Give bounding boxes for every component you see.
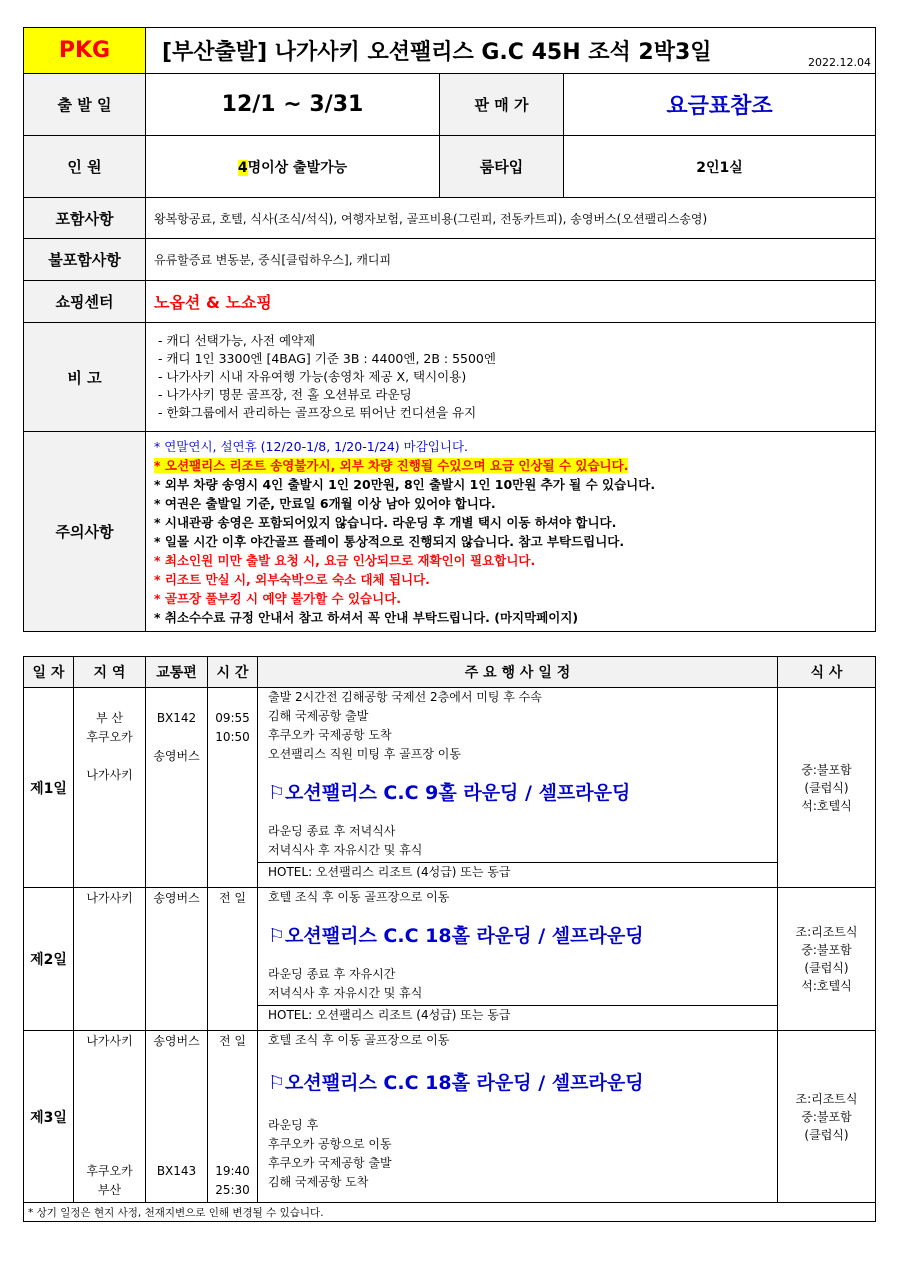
schedule-line: 후쿠오카 국제공항 출발 (268, 1156, 392, 1170)
meal-line: (클럽식) (804, 780, 849, 795)
itinerary-header-row (24, 657, 876, 688)
day2-schedule (258, 888, 778, 1031)
day1-row (24, 688, 876, 888)
flag-icon: ⚐ (268, 782, 286, 804)
day1-region (74, 688, 146, 888)
meal-line: (클럽식) (804, 961, 849, 975)
meal-line: 중:불포함 (801, 762, 852, 777)
caution-item: * 외부 차량 송영시 4인 출발시 1인 20만원, 8인 출발시 1인 10만원 추가 될 수 있습니다. (154, 476, 656, 492)
caution-list (146, 432, 876, 632)
document-date: 2022.12.04 (808, 56, 872, 69)
time-line: 10:50 (215, 730, 250, 744)
caution-item: * 연말연시, 설연휴 (12/20-1/8, 1/20-1/24) 마감입니다. (154, 438, 468, 454)
caution-label: 주의사항 (24, 432, 146, 632)
meal-line: 조:리조트식 (795, 925, 858, 939)
region-line: 후쿠오카 (86, 1164, 133, 1178)
region-line: 후쿠오카 (86, 730, 133, 744)
itinerary-footnote-row (24, 1203, 876, 1222)
caution-item: * 취소수수료 규정 안내서 참고 하셔서 꼭 안내 부탁드립니다. (마지막페이지) (154, 609, 579, 625)
day3-label: 제3일 (24, 1031, 74, 1203)
people-value (146, 136, 440, 198)
included-label: 포함사항 (24, 198, 146, 239)
day2-meals (778, 888, 876, 1031)
day1-meals (778, 688, 876, 888)
price-label: 판 매 가 (440, 74, 564, 136)
departure-label: 출 발 일 (24, 74, 146, 136)
meal-line: 석:호텔식 (801, 798, 852, 813)
excluded-label: 불포함사항 (24, 239, 146, 281)
header-time: 시 간 (208, 657, 258, 688)
meal-line: 중:불포함 (801, 943, 852, 957)
people-value-text: 명이상 출발가능 (247, 159, 348, 176)
day2-golf-round (268, 907, 777, 965)
transport-line: 송영버스 (153, 891, 200, 905)
day3-schedule (258, 1031, 778, 1203)
schedule-line: 후쿠오카 공항으로 이동 (268, 1137, 392, 1151)
package-summary-table (23, 27, 876, 632)
day1-hotel: HOTEL: 오션팰리스 리조트 (4성급) 또는 동급 (258, 862, 777, 881)
time-line: 19:40 (215, 1164, 250, 1178)
day1-schedule (258, 688, 778, 888)
day3-time (208, 1031, 258, 1203)
region-line: 나가사키 (86, 768, 133, 782)
shopping-value: 노옵션 & 노쇼핑 (146, 281, 876, 323)
price-value: 요금표참조 (564, 74, 876, 136)
notes-list (146, 323, 876, 432)
day2-region (74, 888, 146, 1031)
meal-line: 석:호텔식 (801, 979, 852, 993)
caution-item: * 최소인원 미만 출발 요청 시, 요금 인상되므로 재확인이 필요합니다. (154, 552, 536, 568)
transport-line: 송영버스 (153, 749, 200, 763)
day3-region (74, 1031, 146, 1203)
time-line: 09:55 (215, 711, 250, 725)
header-transport: 교통편 (146, 657, 208, 688)
round-text: 오션팰리스 C.C 18홀 라운딩 / 셀프라운딩 (285, 925, 644, 947)
schedule-line: 라운딩 후 (268, 1118, 319, 1132)
package-title-cell (146, 28, 876, 74)
round-text: 오션팰리스 C.C 18홀 라운딩 / 셀프라운딩 (285, 1072, 644, 1094)
excluded-value: 유류할증료 변동분, 중식[클럽하우스], 캐디피 (146, 239, 876, 281)
flag-icon: ⚐ (268, 1072, 286, 1094)
schedule-line: 김해 국제공항 출발 (268, 709, 369, 723)
flag-icon: ⚐ (268, 925, 286, 947)
day1-time (208, 688, 258, 888)
day2-label: 제2일 (24, 888, 74, 1031)
note-item: - 나가사키 시내 자유여행 가능(송영차 제공 X, 택시이용) (158, 369, 467, 384)
region-line (74, 747, 145, 766)
caution-item: * 오션팰리스 리조트 송영불가시, 외부 차량 진행될 수있으며 요금 인상될 수 있습니다. (154, 457, 629, 473)
day2-row (24, 888, 876, 1031)
schedule-line: 라운딩 종료 후 저녁식사 (268, 824, 396, 838)
note-item: - 캐디 1인 3300엔 [4BAG] 기준 3B : 4400엔, 2B : 5500엔 (158, 351, 496, 366)
header-schedule: 주 요 행 사 일 정 (258, 657, 778, 688)
schedule-line: 출발 2시간전 김해공항 국제선 2층에서 미팅 후 수속 (268, 690, 542, 704)
schedule-line: 후쿠오카 국제공항 도착 (268, 728, 392, 742)
caution-item: * 시내관광 송영은 포함되어있지 않습니다. 라운딩 후 개별 택시 이동 하셔야 합니다. (154, 514, 617, 530)
region-line: 부 산 (96, 711, 123, 725)
schedule-line: 저녁식사 후 자유시간 및 휴식 (268, 843, 423, 857)
time-line: 25:30 (215, 1183, 250, 1197)
schedule-line: 호텔 조식 후 이동 골프장으로 이동 (268, 890, 450, 904)
day3-row (24, 1031, 876, 1203)
schedule-line: 호텔 조식 후 이동 골프장으로 이동 (268, 1033, 450, 1047)
day1-transport (146, 688, 208, 888)
round-text: 오션팰리스 C.C 9홀 라운딩 / 셀프라운딩 (285, 782, 631, 804)
schedule-line: 라운딩 종료 후 자유시간 (268, 967, 396, 981)
day3-meals (778, 1031, 876, 1203)
schedule-line: 김해 국제공항 도착 (268, 1175, 369, 1189)
header-day: 일 자 (24, 657, 74, 688)
note-item: - 나가사키 명문 골프장, 전 홀 오션뷰로 라운딩 (158, 387, 412, 402)
day2-time (208, 888, 258, 1031)
included-value: 왕복항공료, 호텔, 식사(조식/석식), 여행자보험, 골프비용(그린피, 전동카트피), 송영버스(오션팰리스송영) (146, 198, 876, 239)
day3-golf-round (268, 1050, 777, 1116)
itinerary-footnote: * 상기 일정은 현지 사정, 천재지변으로 인해 변경될 수 있습니다. (24, 1203, 876, 1222)
caution-item: * 일몰 시간 이후 야간골프 플레이 통상적으로 진행되지 않습니다. 참고 부탁드립니다. (154, 533, 625, 549)
shopping-label: 쇼핑센터 (24, 281, 146, 323)
transport-line: BX142 (156, 711, 197, 725)
transport-line: BX143 (156, 1164, 197, 1178)
min-people-highlight: 4 (237, 159, 248, 176)
meal-line: (클럽식) (804, 1127, 849, 1142)
meal-line: 중:불포함 (801, 1109, 852, 1124)
people-label: 인 원 (24, 136, 146, 198)
schedule-line: 저녁식사 후 자유시간 및 휴식 (268, 986, 423, 1000)
day2-hotel: HOTEL: 오션팰리스 리조트 (4성급) 또는 동급 (258, 1005, 777, 1024)
time-line: 전 일 (219, 1034, 246, 1048)
schedule-line: 오션팰리스 직원 미팅 후 골프장 이동 (268, 747, 461, 761)
day1-label: 제1일 (24, 688, 74, 888)
notes-label: 비 고 (24, 323, 146, 432)
transport-line: 송영버스 (153, 1034, 200, 1048)
region-line: 나가사키 (86, 891, 133, 905)
room-label: 룸타입 (440, 136, 564, 198)
note-item: - 한화그룹에서 관리하는 골프장으로 뛰어난 컨디션을 유지 (158, 405, 477, 420)
day3-transport (146, 1031, 208, 1203)
itinerary-table (23, 656, 876, 1222)
pkg-badge: PKG (24, 28, 146, 74)
day2-transport (146, 888, 208, 1031)
room-value: 2인1실 (564, 136, 876, 198)
region-line: 부산 (97, 1183, 122, 1197)
day1-golf-round (268, 764, 777, 822)
note-item: - 캐디 선택가능, 사전 예약제 (158, 333, 316, 348)
caution-item: * 골프장 풀부킹 시 예약 불가할 수 있습니다. (154, 590, 402, 606)
caution-item: * 리조트 만실 시, 외부숙박으로 숙소 대체 됩니다. (154, 571, 430, 587)
departure-value: 12/1 ~ 3/31 (146, 74, 440, 136)
region-line: 나가사키 (86, 1034, 133, 1048)
transport-line (146, 728, 207, 747)
package-title: [부산출발] 나가사키 오션팰리스 G.C 45H 조석 2박3일 (162, 40, 712, 65)
time-line: 전 일 (219, 891, 246, 905)
header-meals: 식 사 (778, 657, 876, 688)
header-region: 지 역 (74, 657, 146, 688)
meal-line: 조:리조트식 (795, 1091, 858, 1106)
caution-item: * 여권은 출발일 기준, 만료일 6개월 이상 남아 있어야 합니다. (154, 495, 496, 511)
